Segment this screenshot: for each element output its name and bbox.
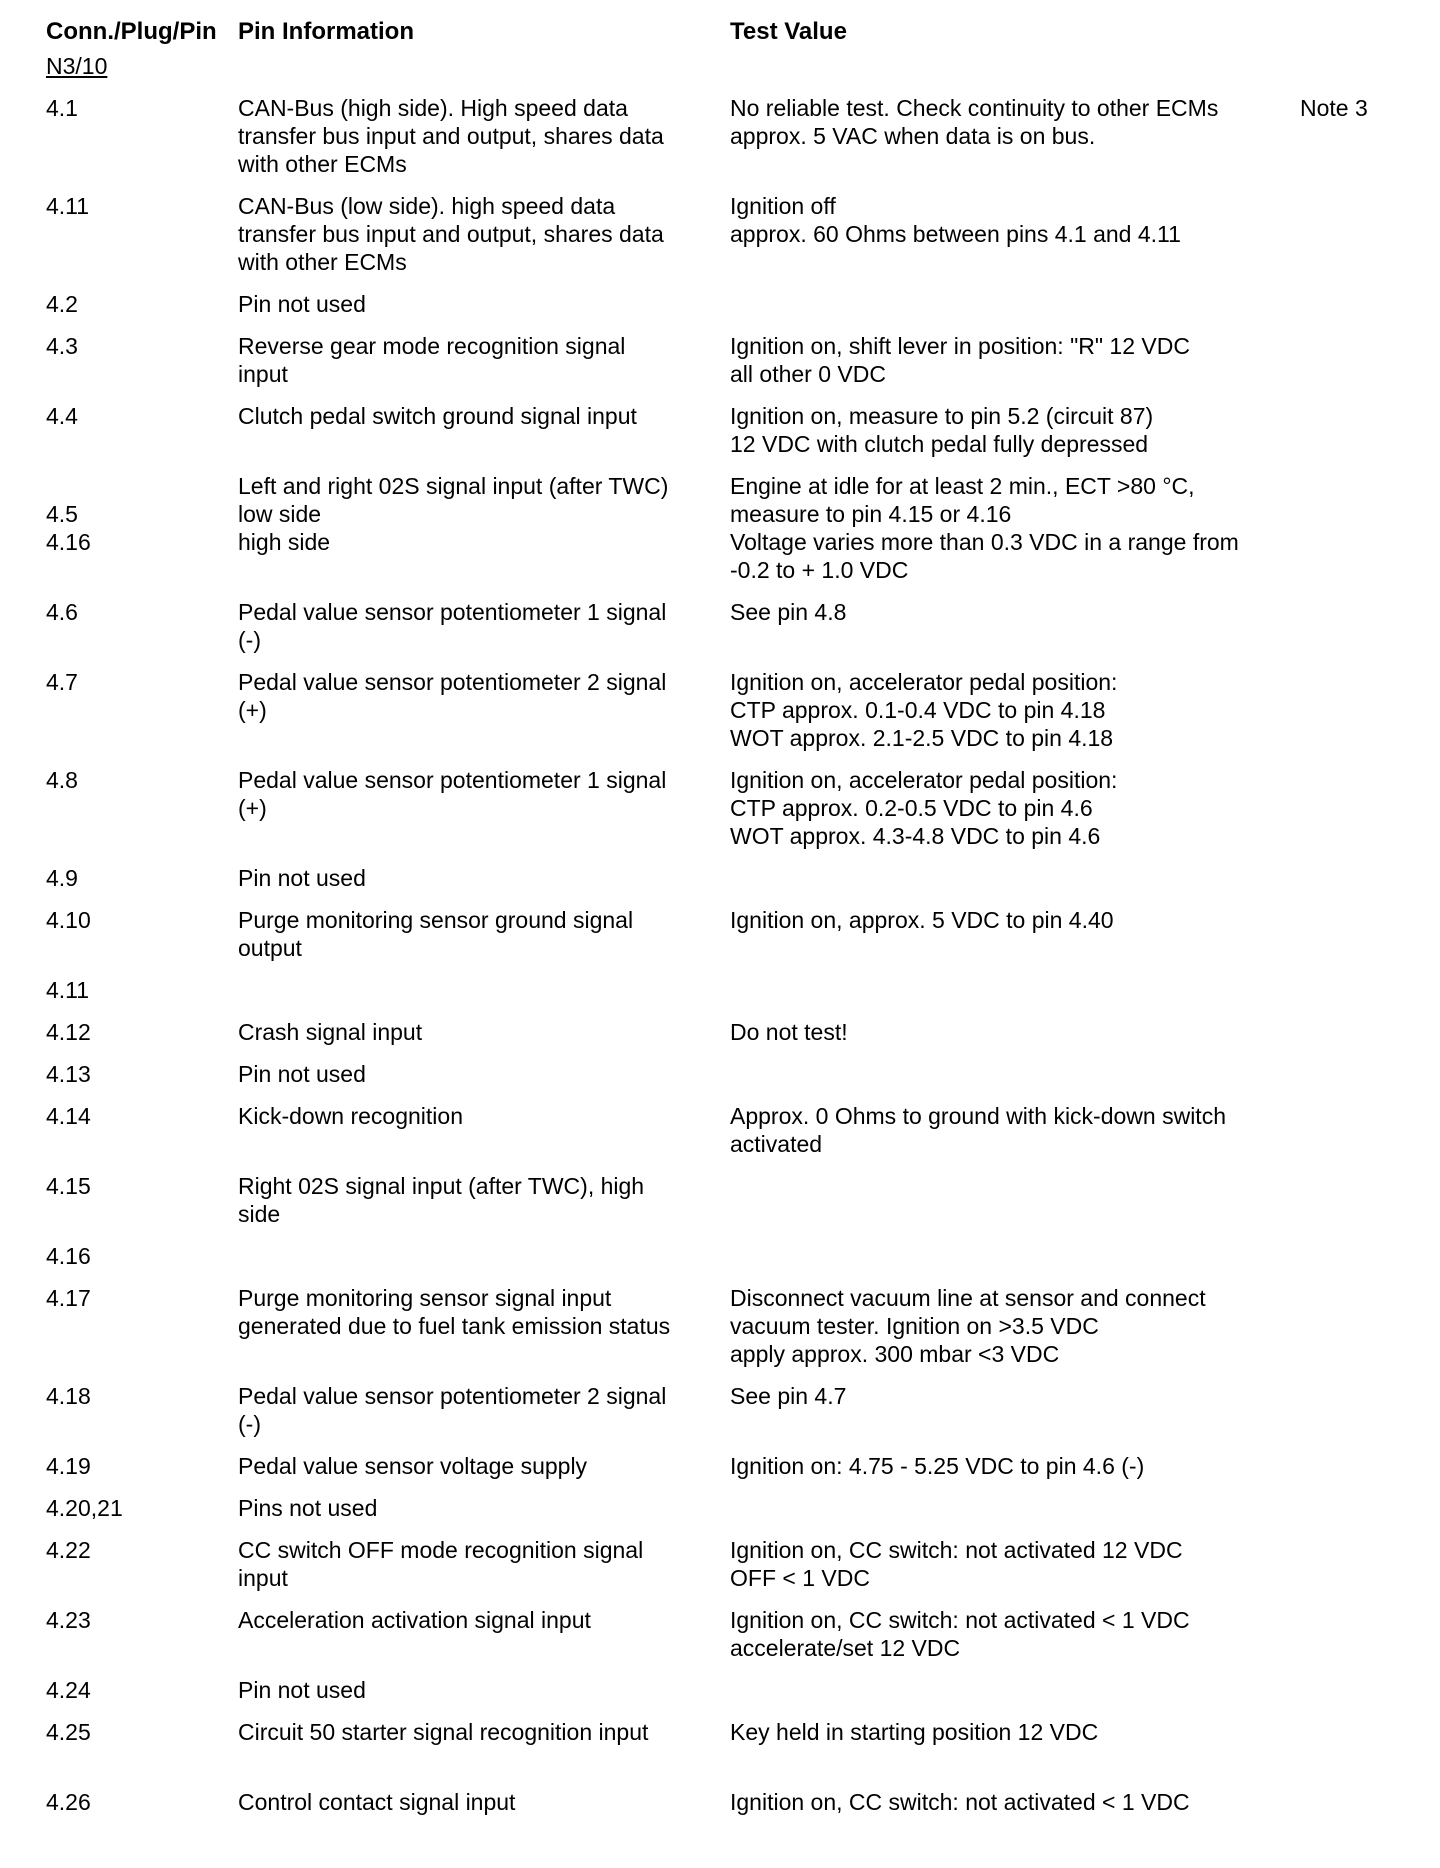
row-test: Ignition on, accelerator pedal position: CTP approx. 0.1-0.4 VDC to pin 4.18 WOT approx. 2.1-2.5 VDC to pin 4.18 xyxy=(730,669,1118,751)
row-pin: 4.7 xyxy=(46,669,78,695)
row-note xyxy=(1300,1018,1410,1046)
row-note xyxy=(1300,472,1410,584)
table-row xyxy=(46,1284,1416,1368)
table-row xyxy=(46,1676,1416,1704)
row-pin: 4.25 xyxy=(46,1719,91,1745)
row-info: Pedal value sensor potentiometer 2 signal (-) xyxy=(238,1383,667,1437)
row-note xyxy=(1300,1102,1410,1158)
row-note xyxy=(1300,402,1410,458)
row-pin: 4.4 xyxy=(46,403,78,429)
row-info: Pedal value sensor potentiometer 1 signal (-) xyxy=(238,599,667,653)
row-test: See pin 4.7 xyxy=(730,1383,847,1409)
row-info: Kick-down recognition xyxy=(238,1103,464,1129)
row-pin: 4.11 xyxy=(46,193,90,219)
row-pin: 4.16 xyxy=(46,1243,91,1269)
row-info: CAN-Bus (high side). High speed data transfer bus input and output, shares data with other ECMs xyxy=(238,95,664,177)
row-info: Crash signal input xyxy=(238,1019,423,1045)
row-pin: 4.10 xyxy=(46,907,91,933)
row-pin: 4.19 xyxy=(46,1453,91,1479)
table-body xyxy=(46,94,1416,1816)
row-info: Clutch pedal switch ground signal input xyxy=(238,403,637,429)
header-pin: Conn./Plug/Pin xyxy=(46,18,217,45)
row-test: Ignition off approx. 60 Ohms between pins 4.1 and 4.11 xyxy=(730,193,1181,247)
row-note xyxy=(1300,598,1410,654)
table-row xyxy=(46,192,1416,276)
row-test: Ignition on, CC switch: not activated < 1 VDC accelerate/set 12 VDC xyxy=(730,1607,1190,1661)
row-info: Purge monitoring sensor signal input generated due to fuel tank emission status xyxy=(238,1285,671,1339)
row-info: Circuit 50 starter signal recognition input xyxy=(238,1719,649,1745)
row-pin: 4.22 xyxy=(46,1537,91,1563)
row-test: Key held in starting position 12 VDC xyxy=(730,1719,1099,1745)
row-pin: 4.15 xyxy=(46,1173,91,1199)
table-row xyxy=(46,1536,1416,1592)
row-test xyxy=(730,290,1300,318)
row-pin: 4.3 xyxy=(46,333,78,359)
row-test xyxy=(730,976,1300,1004)
row-note xyxy=(1300,1382,1410,1438)
row-info: Pin not used xyxy=(238,291,366,317)
row-pin: 4.13 xyxy=(46,1061,91,1087)
row-info: Acceleration activation signal input xyxy=(238,1607,591,1633)
table-row xyxy=(46,864,1416,892)
table-row xyxy=(46,1718,1416,1746)
table-row xyxy=(46,94,1416,178)
row-pin: 4.9 xyxy=(46,865,78,891)
table-row xyxy=(46,1242,1416,1270)
table-row xyxy=(46,1060,1416,1088)
row-info xyxy=(238,976,730,1004)
row-info: Pedal value sensor potentiometer 2 signal (+) xyxy=(238,669,667,723)
row-pin: 4.5 4.16 xyxy=(46,501,91,555)
row-pin: 4.14 xyxy=(46,1103,91,1129)
row-pin: 4.2 xyxy=(46,291,78,317)
row-note xyxy=(1300,1452,1410,1480)
row-note xyxy=(1300,1242,1410,1270)
row-info: Pin not used xyxy=(238,865,366,891)
table-row xyxy=(46,906,1416,962)
table-row xyxy=(46,1102,1416,1158)
row-info: Pin not used xyxy=(238,1061,366,1087)
row-info: Right 02S signal input (after TWC), high side xyxy=(238,1173,645,1227)
row-note xyxy=(1300,332,1410,388)
row-pin: 4.17 xyxy=(46,1285,91,1311)
row-info: Left and right 02S signal input (after TWC) low side high side xyxy=(238,473,669,555)
row-pin: 4.6 xyxy=(46,599,78,625)
table-row xyxy=(46,1788,1416,1816)
row-test xyxy=(730,1172,1300,1228)
row-note xyxy=(1300,668,1410,752)
row-pin: 4.1 xyxy=(46,95,78,121)
table-row xyxy=(46,290,1416,318)
row-note xyxy=(1300,1172,1410,1228)
table-row xyxy=(46,668,1416,752)
row-test: Ignition on, approx. 5 VDC to pin 4.40 xyxy=(730,907,1114,933)
table-row xyxy=(46,1606,1416,1662)
row-test xyxy=(730,1676,1300,1704)
row-test xyxy=(730,1060,1300,1088)
table-row xyxy=(46,1172,1416,1228)
table-row xyxy=(46,766,1416,850)
header-test: Test Value xyxy=(730,18,847,45)
pin-table xyxy=(46,18,1416,1830)
row-test: Ignition on, shift lever in position: "R" 12 VDC all other 0 VDC xyxy=(730,333,1190,387)
row-test: See pin 4.8 xyxy=(730,599,847,625)
row-info: Pin not used xyxy=(238,1677,366,1703)
row-info: Pedal value sensor potentiometer 1 signal (+) xyxy=(238,767,667,821)
row-note xyxy=(1300,864,1410,892)
row-note xyxy=(1300,1718,1410,1746)
row-info: Purge monitoring sensor ground signal output xyxy=(238,907,634,961)
row-note xyxy=(1300,1284,1410,1368)
row-pin: 4.12 xyxy=(46,1019,91,1045)
row-note xyxy=(1300,766,1410,850)
row-pin: 4.11 xyxy=(46,977,90,1003)
row-pin: 4.18 xyxy=(46,1383,91,1409)
row-note xyxy=(1300,1676,1410,1704)
row-test xyxy=(730,864,1300,892)
row-test: Ignition on, CC switch: not activated < 1 VDC xyxy=(730,1789,1190,1815)
row-info: Pedal value sensor voltage supply xyxy=(238,1453,588,1479)
table-row xyxy=(46,598,1416,654)
row-pin: 4.8 xyxy=(46,767,78,793)
row-note xyxy=(1300,1060,1410,1088)
row-note xyxy=(1300,1536,1410,1592)
row-note xyxy=(1300,192,1410,276)
row-note xyxy=(1300,1494,1410,1522)
row-test xyxy=(730,1494,1300,1522)
row-note xyxy=(1300,906,1410,962)
row-note: Note 3 xyxy=(1300,95,1368,121)
row-test xyxy=(730,1242,1300,1270)
row-pin: 4.26 xyxy=(46,1789,91,1815)
table-row xyxy=(46,1452,1416,1480)
row-test: Disconnect vacuum line at sensor and connect vacuum tester. Ignition on >3.5 VDC apply approx. 300 mbar <3 VDC xyxy=(730,1285,1206,1367)
row-note xyxy=(1300,1788,1410,1816)
connector-label: N3/10 xyxy=(46,53,108,79)
table-row xyxy=(46,976,1416,1004)
row-pin: 4.20,21 xyxy=(46,1495,123,1521)
table-row xyxy=(46,402,1416,458)
table-row xyxy=(46,1494,1416,1522)
row-test: Do not test! xyxy=(730,1019,848,1045)
header-info: Pin Information xyxy=(238,18,414,45)
row-test: Ignition on, accelerator pedal position: CTP approx. 0.2-0.5 VDC to pin 4.6 WOT approx. 4.3-4.8 VDC to pin 4.6 xyxy=(730,767,1118,849)
row-info: Reverse gear mode recognition signal input xyxy=(238,333,626,387)
row-info xyxy=(238,1242,730,1270)
row-test: Ignition on, CC switch: not activated 12 VDC OFF < 1 VDC xyxy=(730,1537,1183,1591)
row-test: Engine at idle for at least 2 min., ECT >80 °C, measure to pin 4.15 or 4.16 Voltage varies more than 0.3 VDC in a range from -0.2 to + 1.0 VDC xyxy=(730,473,1239,583)
table-header xyxy=(46,18,1416,46)
row-note xyxy=(1300,290,1410,318)
row-info: CC switch OFF mode recognition signal input xyxy=(238,1537,644,1591)
table-row xyxy=(46,1018,1416,1046)
row-info: Pins not used xyxy=(238,1495,378,1521)
row-note xyxy=(1300,1606,1410,1662)
table-row xyxy=(46,472,1416,584)
row-info: CAN-Bus (low side). high speed data transfer bus input and output, shares data with other ECMs xyxy=(238,193,664,275)
row-test: Ignition on, measure to pin 5.2 (circuit 87) 12 VDC with clutch pedal fully depressed xyxy=(730,403,1154,457)
table-row xyxy=(46,332,1416,388)
row-note xyxy=(1300,976,1410,1004)
row-test: Ignition on: 4.75 - 5.25 VDC to pin 4.6 (-) xyxy=(730,1453,1145,1479)
row-pin: 4.24 xyxy=(46,1677,91,1703)
row-pin: 4.23 xyxy=(46,1607,91,1633)
row-test: No reliable test. Check continuity to other ECMs approx. 5 VAC when data is on bus. xyxy=(730,95,1219,149)
table-row xyxy=(46,1382,1416,1438)
row-info: Control contact signal input xyxy=(238,1789,516,1815)
row-test: Approx. 0 Ohms to ground with kick-down switch activated xyxy=(730,1103,1226,1157)
